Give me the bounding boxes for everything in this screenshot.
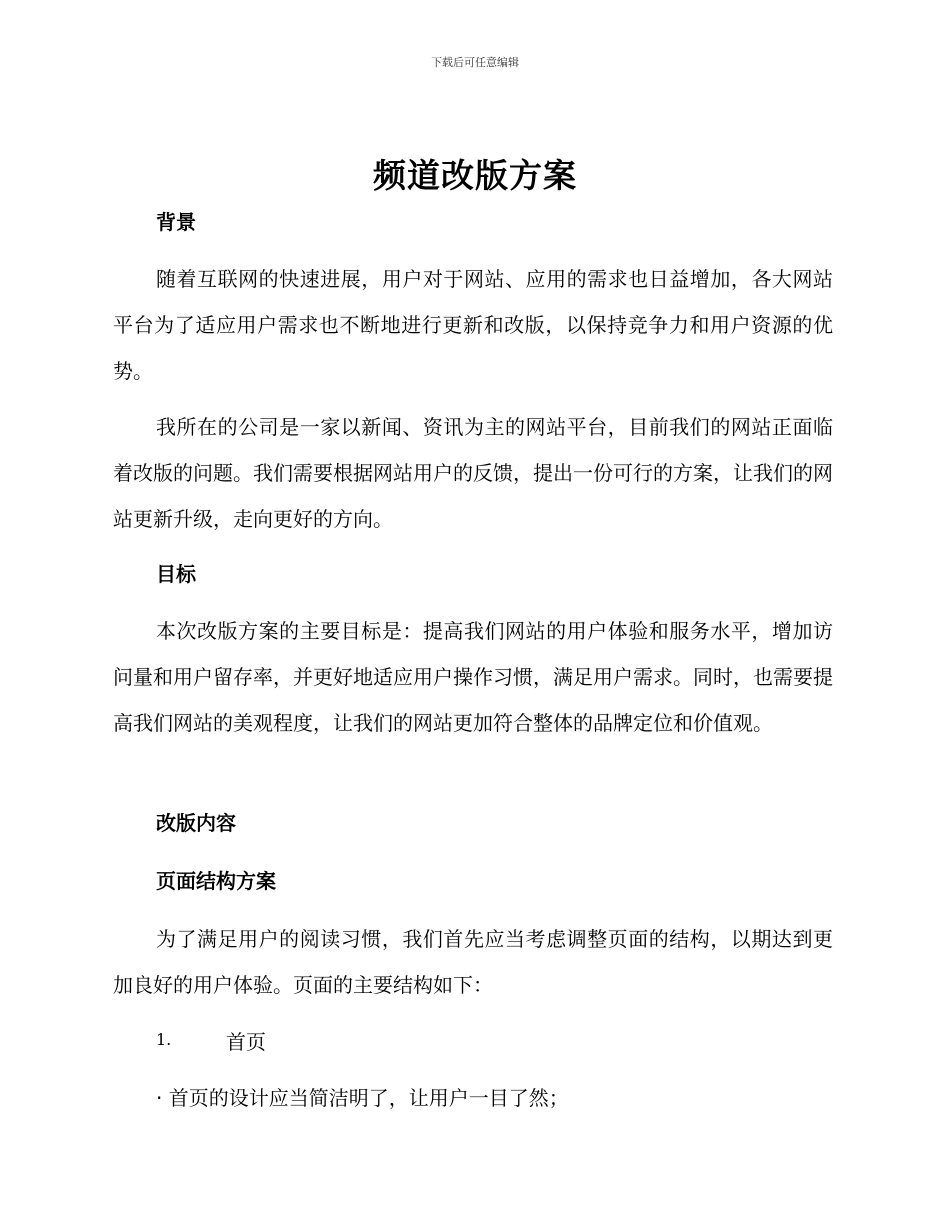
goal-paragraph: [113, 608, 833, 746]
background-heading: [113, 208, 833, 236]
list-number: 1.: [156, 1030, 172, 1049]
structure-heading: [113, 867, 833, 895]
background-paragraph-1: [113, 256, 833, 394]
paragraph: 随着互联网的快速进展，用户对于网站、应用的需求也日益增加，各大网站平台为了适应用户需求也不断地进行更新和改版，以保持竞争力和用户资源的优势。: [113, 267, 833, 383]
bullet-text: · 首页的设计应当简洁明了，让用户一目了然；: [156, 1086, 569, 1110]
paragraph: 为了满足用户的阅读习惯，我们首先应当考虑调整页面的结构，以期达到更加良好的用户体验。页面的主要结构如下：: [113, 927, 833, 997]
paragraph: 我所在的公司是一家以新闻、资讯为主的网站平台，目前我们的网站正面临着改版的问题。我们需要根据网站用户的反馈，提出一份可行的方案，让我们的网站更新升级，走向更好的方向。: [113, 415, 833, 531]
list-label: 首页: [226, 1030, 266, 1054]
header-note: 下载后可任意编辑: [431, 56, 519, 69]
goal-heading: [113, 560, 833, 588]
background-paragraph-2: [113, 404, 833, 542]
section-heading: 页面结构方案: [156, 869, 276, 893]
bullet-item-1: [113, 1084, 833, 1112]
structure-paragraph: [113, 916, 833, 1008]
list-item-1: [113, 1026, 833, 1054]
paragraph: 本次改版方案的主要目标是：提高我们网站的用户体验和服务水平，增加访问量和用户留存率，并更好地适应用户操作习惯，满足用户需求。同时，也需要提高我们网站的美观程度，让我们的网站更加符合整体的品牌定位和价值观。: [113, 619, 833, 735]
section-heading: 目标: [156, 562, 196, 586]
document-title: 频道改版方案: [373, 156, 577, 195]
content-heading: [113, 809, 833, 837]
section-heading: 改版内容: [156, 811, 236, 835]
section-heading: 背景: [156, 210, 196, 234]
